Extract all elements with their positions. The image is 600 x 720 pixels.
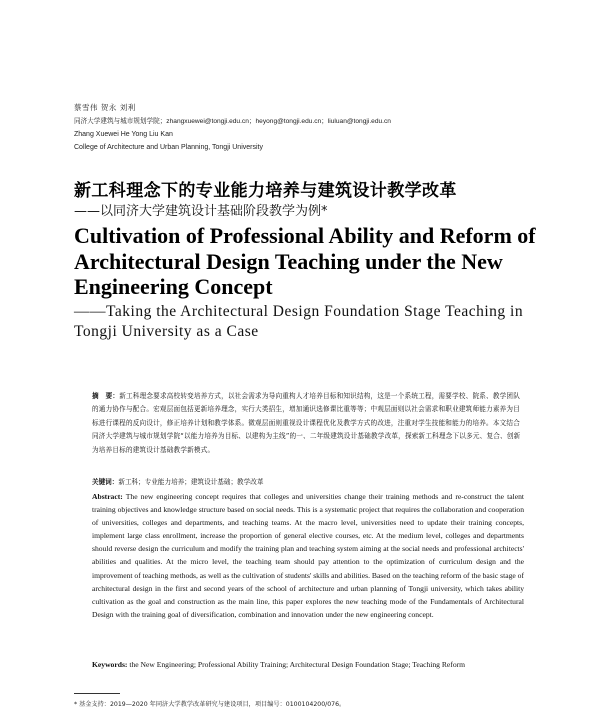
footnote-rule: [74, 693, 120, 694]
abstract-en-label: Abstract:: [92, 492, 123, 501]
keywords-cn-label: 关键词：: [92, 478, 119, 486]
author-college-en: College of Architecture and Urban Planning, Tongji University: [74, 144, 263, 151]
abstract-cn: [92, 390, 524, 457]
keywords-en: [92, 659, 524, 672]
keywords-en-label: Keywords:: [92, 660, 128, 669]
author-names-en: Zhang Xuewei He Yong Liu Kan: [74, 131, 173, 138]
keywords-cn-text: 新工科；专业能力培养；建筑设计基础；教学改革: [118, 478, 264, 486]
abstract-en: [92, 490, 524, 621]
footnote-funding: * 基金支持：2019—2020 年同济大学教学改革研究与建设项目，项目编号：0100104200/076。: [74, 701, 346, 708]
author-names-cn: 蔡雪伟 贺永 刘利: [74, 103, 136, 112]
abstract-cn-text: 新工科理念要求高校转变培养方式，以社会需求为导向重构人才培养目标和知识结构，这是一个系统工程，需要学校、院系、教学团队的通力协作与配合。宏观层面包括更新培养理念，实行大类招生，增加通识选修课比重等等；中观层面则以社会需求和职业建筑师能力素养为目标进行课程的反向设计，修正培养计划和教学体系。微观层面则重视设计课程优化及教学方式的改进，注重对学生技能和能力的培养。本文结合同济大学建筑与城市规划学院“以能力培养为目标、以建构为主线”的一、二年级建筑设计基础教学改革，探索新工科理念下以多元、复合、创新为培养目标的建筑设计基础教学新模式。: [92, 392, 521, 454]
subtitle-cn: ——以同济大学建筑设计基础阶段教学为例*: [74, 204, 328, 219]
abstract-cn-label: 摘 要：: [92, 392, 120, 400]
keywords-en-text: the New Engineering; Professional Ability Training; Architectural Design Foundation Stage; Teaching Reform: [127, 660, 466, 669]
title-en: Cultivation of Professional Ability and Reform of Architectural Design Teaching under the New Engineering Concept: [74, 223, 536, 299]
keywords-cn: [92, 476, 524, 488]
author-affiliation-emails: 同济大学建筑与城市规划学院；zhangxuewei@tongji.edu.cn；heyong@tongji.edu.cn；liuluan@tongji.edu.cn: [74, 118, 391, 125]
subtitle-en: ——Taking the Architectural Design Foundation Stage Teaching in Tongji University as a Case: [74, 303, 524, 340]
title-cn: 新工科理念下的专业能力培养与建筑设计教学改革: [74, 181, 457, 201]
abstract-en-text: The new engineering concept requires that colleges and universities change their training methods and re-construct the talent training objectives and knowledge structure based on social needs. This is a systematic project that requires the collaboration and cooperation of universities, colleges and departments, and teaching teams. At the macro level, universities need to update their training concepts, implement large class enrollment, increase the proportion of general elective courses, etc. At the medium level, colleges and departments should reverse design the curriculum and modify the training plan and teaching system aiming at the social needs and professional architects' abilities and qualities. At the micro level, the teaching team should pay attention to the optimization of curriculum design and the improvement of teaching methods, as well as the cultivation of students' skills and abilities. Based on the teaching reform of the basic stage of architectural design in the first and second years of the school of architecture and urban planning of Tongji university, which takes ability cultivation as the goal and construction as the main line, this paper explores the new teaching mode of the Fundamentals of Architectural Design with the training goal of diversification, combination and innovation under the new engineering concept.: [92, 492, 524, 619]
